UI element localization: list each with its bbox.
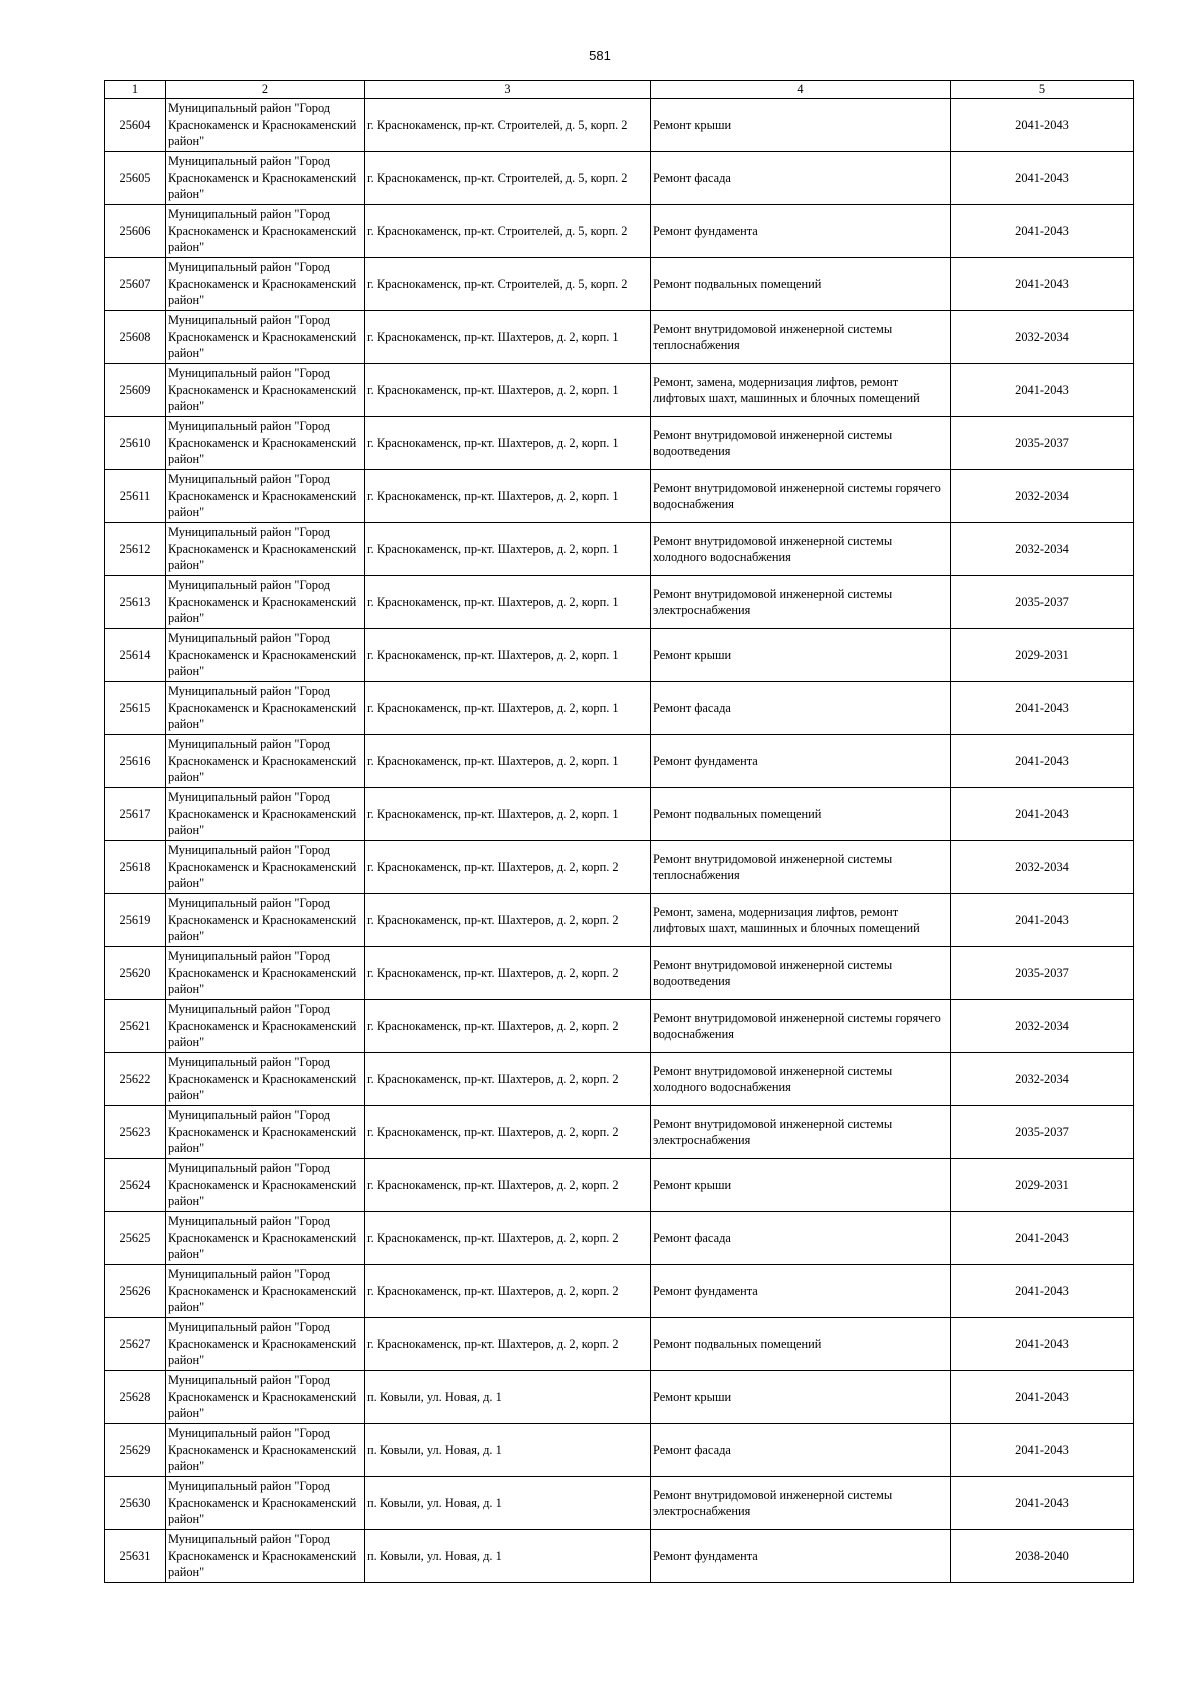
row-number-cell: 25628 <box>105 1371 166 1424</box>
municipality-cell: Муниципальный район "Город Краснокаменск и Краснокаменский район" <box>166 523 365 576</box>
address-cell: г. Краснокаменск, пр-кт. Шахтеров, д. 2, корп. 1 <box>365 682 651 735</box>
address-cell: г. Краснокаменск, пр-кт. Шахтеров, д. 2, корп. 2 <box>365 1265 651 1318</box>
period-cell: 2032-2034 <box>951 523 1134 576</box>
period-cell: 2029-2031 <box>951 629 1134 682</box>
table-row <box>105 1000 1134 1053</box>
municipality-cell: Муниципальный район "Город Краснокаменск и Краснокаменский район" <box>166 470 365 523</box>
municipality-cell: Муниципальный район "Город Краснокаменск и Краснокаменский район" <box>166 576 365 629</box>
period-cell: 2041-2043 <box>951 894 1134 947</box>
table-row <box>105 788 1134 841</box>
period-cell: 2032-2034 <box>951 311 1134 364</box>
row-number-cell: 25619 <box>105 894 166 947</box>
period-cell: 2041-2043 <box>951 1424 1134 1477</box>
work-type-cell: Ремонт фасада <box>651 1424 951 1477</box>
row-number-cell: 25613 <box>105 576 166 629</box>
address-cell: г. Краснокаменск, пр-кт. Строителей, д. 5, корп. 2 <box>365 152 651 205</box>
work-type-cell: Ремонт внутридомовой инженерной системы электроснабжения <box>651 1477 951 1530</box>
address-cell: г. Краснокаменск, пр-кт. Шахтеров, д. 2, корп. 1 <box>365 470 651 523</box>
municipality-cell: Муниципальный район "Город Краснокаменск и Краснокаменский район" <box>166 258 365 311</box>
municipality-cell: Муниципальный район "Город Краснокаменск и Краснокаменский район" <box>166 947 365 1000</box>
row-number-cell: 25608 <box>105 311 166 364</box>
period-cell: 2035-2037 <box>951 576 1134 629</box>
column-header: 1 <box>105 81 166 99</box>
address-cell: г. Краснокаменск, пр-кт. Шахтеров, д. 2, корп. 2 <box>365 947 651 1000</box>
work-type-cell: Ремонт фундамента <box>651 1265 951 1318</box>
period-cell: 2029-2031 <box>951 1159 1134 1212</box>
municipality-cell: Муниципальный район "Город Краснокаменск и Краснокаменский район" <box>166 152 365 205</box>
municipality-cell: Муниципальный район "Город Краснокаменск и Краснокаменский район" <box>166 1318 365 1371</box>
row-number-cell: 25605 <box>105 152 166 205</box>
work-type-cell: Ремонт крыши <box>651 1371 951 1424</box>
address-cell: г. Краснокаменск, пр-кт. Строителей, д. 5, корп. 2 <box>365 258 651 311</box>
work-type-cell: Ремонт внутридомовой инженерной системы водоотведения <box>651 417 951 470</box>
row-number-cell: 25624 <box>105 1159 166 1212</box>
work-type-cell: Ремонт внутридомовой инженерной системы теплоснабжения <box>651 311 951 364</box>
table-row <box>105 99 1134 152</box>
address-cell: г. Краснокаменск, пр-кт. Шахтеров, д. 2, корп. 1 <box>365 523 651 576</box>
municipality-cell: Муниципальный район "Город Краснокаменск и Краснокаменский район" <box>166 841 365 894</box>
period-cell: 2032-2034 <box>951 1000 1134 1053</box>
period-cell: 2041-2043 <box>951 99 1134 152</box>
municipality-cell: Муниципальный район "Город Краснокаменск и Краснокаменский район" <box>166 735 365 788</box>
row-number-cell: 25609 <box>105 364 166 417</box>
work-type-cell: Ремонт внутридомовой инженерной системы теплоснабжения <box>651 841 951 894</box>
address-cell: п. Ковыли, ул. Новая, д. 1 <box>365 1477 651 1530</box>
row-number-cell: 25625 <box>105 1212 166 1265</box>
address-cell: г. Краснокаменск, пр-кт. Строителей, д. 5, корп. 2 <box>365 99 651 152</box>
period-cell: 2041-2043 <box>951 682 1134 735</box>
address-cell: г. Краснокаменск, пр-кт. Шахтеров, д. 2, корп. 1 <box>365 735 651 788</box>
table-row <box>105 1265 1134 1318</box>
row-number-cell: 25620 <box>105 947 166 1000</box>
work-type-cell: Ремонт крыши <box>651 629 951 682</box>
work-type-cell: Ремонт фасада <box>651 1212 951 1265</box>
row-number-cell: 25626 <box>105 1265 166 1318</box>
table-row <box>105 894 1134 947</box>
address-cell: п. Ковыли, ул. Новая, д. 1 <box>365 1371 651 1424</box>
table-row <box>105 735 1134 788</box>
table-row <box>105 1477 1134 1530</box>
address-cell: г. Краснокаменск, пр-кт. Шахтеров, д. 2, корп. 2 <box>365 1318 651 1371</box>
period-cell: 2038-2040 <box>951 1530 1134 1583</box>
work-type-cell: Ремонт подвальных помещений <box>651 1318 951 1371</box>
row-number-cell: 25606 <box>105 205 166 258</box>
address-cell: г. Краснокаменск, пр-кт. Шахтеров, д. 2, корп. 1 <box>365 629 651 682</box>
row-number-cell: 25614 <box>105 629 166 682</box>
municipality-cell: Муниципальный район "Город Краснокаменск и Краснокаменский район" <box>166 205 365 258</box>
row-number-cell: 25617 <box>105 788 166 841</box>
address-cell: г. Краснокаменск, пр-кт. Шахтеров, д. 2, корп. 1 <box>365 576 651 629</box>
municipality-cell: Муниципальный район "Город Краснокаменск и Краснокаменский район" <box>166 1159 365 1212</box>
table-row <box>105 576 1134 629</box>
period-cell: 2035-2037 <box>951 1106 1134 1159</box>
address-cell: г. Краснокаменск, пр-кт. Шахтеров, д. 2, корп. 1 <box>365 788 651 841</box>
row-number-cell: 25616 <box>105 735 166 788</box>
work-type-cell: Ремонт внутридомовой инженерной системы горячего водоснабжения <box>651 470 951 523</box>
table-row <box>105 1371 1134 1424</box>
work-type-cell: Ремонт подвальных помещений <box>651 788 951 841</box>
municipality-cell: Муниципальный район "Город Краснокаменск и Краснокаменский район" <box>166 311 365 364</box>
table-row <box>105 470 1134 523</box>
table-row <box>105 1530 1134 1583</box>
municipality-cell: Муниципальный район "Город Краснокаменск и Краснокаменский район" <box>166 1424 365 1477</box>
work-type-cell: Ремонт фасада <box>651 152 951 205</box>
work-type-cell: Ремонт, замена, модернизация лифтов, ремонт лифтовых шахт, машинных и блочных помещений <box>651 364 951 417</box>
column-header: 4 <box>651 81 951 99</box>
municipality-cell: Муниципальный район "Город Краснокаменск и Краснокаменский район" <box>166 629 365 682</box>
municipality-cell: Муниципальный район "Город Краснокаменск и Краснокаменский район" <box>166 894 365 947</box>
address-cell: г. Краснокаменск, пр-кт. Шахтеров, д. 2, корп. 2 <box>365 841 651 894</box>
table-row <box>105 629 1134 682</box>
work-type-cell: Ремонт, замена, модернизация лифтов, ремонт лифтовых шахт, машинных и блочных помещений <box>651 894 951 947</box>
work-type-cell: Ремонт внутридомовой инженерной системы электроснабжения <box>651 1106 951 1159</box>
table-row <box>105 1318 1134 1371</box>
work-type-cell: Ремонт фундамента <box>651 205 951 258</box>
work-type-cell: Ремонт крыши <box>651 1159 951 1212</box>
address-cell: г. Краснокаменск, пр-кт. Шахтеров, д. 2, корп. 2 <box>365 894 651 947</box>
table-row <box>105 311 1134 364</box>
table-row <box>105 152 1134 205</box>
table-row <box>105 1212 1134 1265</box>
work-type-cell: Ремонт внутридомовой инженерной системы горячего водоснабжения <box>651 1000 951 1053</box>
row-number-cell: 25615 <box>105 682 166 735</box>
row-number-cell: 25629 <box>105 1424 166 1477</box>
page-number: 581 <box>589 48 611 63</box>
row-number-cell: 25622 <box>105 1053 166 1106</box>
period-cell: 2035-2037 <box>951 947 1134 1000</box>
period-cell: 2041-2043 <box>951 1212 1134 1265</box>
period-cell: 2041-2043 <box>951 1371 1134 1424</box>
municipality-cell: Муниципальный район "Город Краснокаменск и Краснокаменский район" <box>166 417 365 470</box>
row-number-cell: 25623 <box>105 1106 166 1159</box>
address-cell: г. Краснокаменск, пр-кт. Строителей, д. 5, корп. 2 <box>365 205 651 258</box>
work-type-cell: Ремонт фундамента <box>651 735 951 788</box>
table-row <box>105 205 1134 258</box>
municipality-cell: Муниципальный район "Город Краснокаменск и Краснокаменский район" <box>166 1212 365 1265</box>
period-cell: 2041-2043 <box>951 788 1134 841</box>
row-number-cell: 25621 <box>105 1000 166 1053</box>
row-number-cell: 25630 <box>105 1477 166 1530</box>
table-row <box>105 1106 1134 1159</box>
period-cell: 2032-2034 <box>951 1053 1134 1106</box>
address-cell: п. Ковыли, ул. Новая, д. 1 <box>365 1424 651 1477</box>
column-header: 2 <box>166 81 365 99</box>
works-table <box>104 80 1134 1583</box>
period-cell: 2032-2034 <box>951 470 1134 523</box>
period-cell: 2041-2043 <box>951 364 1134 417</box>
address-cell: г. Краснокаменск, пр-кт. Шахтеров, д. 2, корп. 2 <box>365 1000 651 1053</box>
table-row <box>105 364 1134 417</box>
municipality-cell: Муниципальный район "Город Краснокаменск и Краснокаменский район" <box>166 682 365 735</box>
column-header: 5 <box>951 81 1134 99</box>
period-cell: 2041-2043 <box>951 1265 1134 1318</box>
table-body <box>105 99 1134 1583</box>
row-number-cell: 25607 <box>105 258 166 311</box>
municipality-cell: Муниципальный район "Город Краснокаменск и Краснокаменский район" <box>166 788 365 841</box>
municipality-cell: Муниципальный район "Город Краснокаменск и Краснокаменский район" <box>166 1000 365 1053</box>
address-cell: г. Краснокаменск, пр-кт. Шахтеров, д. 2, корп. 1 <box>365 364 651 417</box>
work-type-cell: Ремонт крыши <box>651 99 951 152</box>
period-cell: 2035-2037 <box>951 417 1134 470</box>
address-cell: г. Краснокаменск, пр-кт. Шахтеров, д. 2, корп. 2 <box>365 1053 651 1106</box>
work-type-cell: Ремонт внутридомовой инженерной системы холодного водоснабжения <box>651 1053 951 1106</box>
municipality-cell: Муниципальный район "Город Краснокаменск и Краснокаменский район" <box>166 1371 365 1424</box>
work-type-cell: Ремонт фундамента <box>651 1530 951 1583</box>
header-row <box>105 81 1134 99</box>
table-row <box>105 1424 1134 1477</box>
table-row <box>105 1159 1134 1212</box>
row-number-cell: 25612 <box>105 523 166 576</box>
table-row <box>105 417 1134 470</box>
row-number-cell: 25604 <box>105 99 166 152</box>
work-type-cell: Ремонт внутридомовой инженерной системы водоотведения <box>651 947 951 1000</box>
table-row <box>105 841 1134 894</box>
column-header: 3 <box>365 81 651 99</box>
address-cell: г. Краснокаменск, пр-кт. Шахтеров, д. 2, корп. 2 <box>365 1212 651 1265</box>
period-cell: 2041-2043 <box>951 735 1134 788</box>
work-type-cell: Ремонт фасада <box>651 682 951 735</box>
municipality-cell: Муниципальный район "Город Краснокаменск и Краснокаменский район" <box>166 1265 365 1318</box>
table-row <box>105 1053 1134 1106</box>
period-cell: 2041-2043 <box>951 1477 1134 1530</box>
table-row <box>105 258 1134 311</box>
period-cell: 2041-2043 <box>951 205 1134 258</box>
municipality-cell: Муниципальный район "Город Краснокаменск и Краснокаменский район" <box>166 1530 365 1583</box>
work-type-cell: Ремонт внутридомовой инженерной системы холодного водоснабжения <box>651 523 951 576</box>
municipality-cell: Муниципальный район "Город Краснокаменск и Краснокаменский район" <box>166 99 365 152</box>
municipality-cell: Муниципальный район "Город Краснокаменск и Краснокаменский район" <box>166 364 365 417</box>
row-number-cell: 25611 <box>105 470 166 523</box>
address-cell: п. Ковыли, ул. Новая, д. 1 <box>365 1530 651 1583</box>
period-cell: 2041-2043 <box>951 1318 1134 1371</box>
table-row <box>105 523 1134 576</box>
table-row <box>105 682 1134 735</box>
municipality-cell: Муниципальный район "Город Краснокаменск и Краснокаменский район" <box>166 1053 365 1106</box>
address-cell: г. Краснокаменск, пр-кт. Шахтеров, д. 2, корп. 1 <box>365 311 651 364</box>
municipality-cell: Муниципальный район "Город Краснокаменск и Краснокаменский район" <box>166 1106 365 1159</box>
row-number-cell: 25627 <box>105 1318 166 1371</box>
address-cell: г. Краснокаменск, пр-кт. Шахтеров, д. 2, корп. 2 <box>365 1159 651 1212</box>
row-number-cell: 25631 <box>105 1530 166 1583</box>
address-cell: г. Краснокаменск, пр-кт. Шахтеров, д. 2, корп. 1 <box>365 417 651 470</box>
work-type-cell: Ремонт внутридомовой инженерной системы электроснабжения <box>651 576 951 629</box>
period-cell: 2041-2043 <box>951 258 1134 311</box>
municipality-cell: Муниципальный район "Город Краснокаменск и Краснокаменский район" <box>166 1477 365 1530</box>
period-cell: 2041-2043 <box>951 152 1134 205</box>
work-type-cell: Ремонт подвальных помещений <box>651 258 951 311</box>
address-cell: г. Краснокаменск, пр-кт. Шахтеров, д. 2, корп. 2 <box>365 1106 651 1159</box>
row-number-cell: 25610 <box>105 417 166 470</box>
period-cell: 2032-2034 <box>951 841 1134 894</box>
table-row <box>105 947 1134 1000</box>
row-number-cell: 25618 <box>105 841 166 894</box>
